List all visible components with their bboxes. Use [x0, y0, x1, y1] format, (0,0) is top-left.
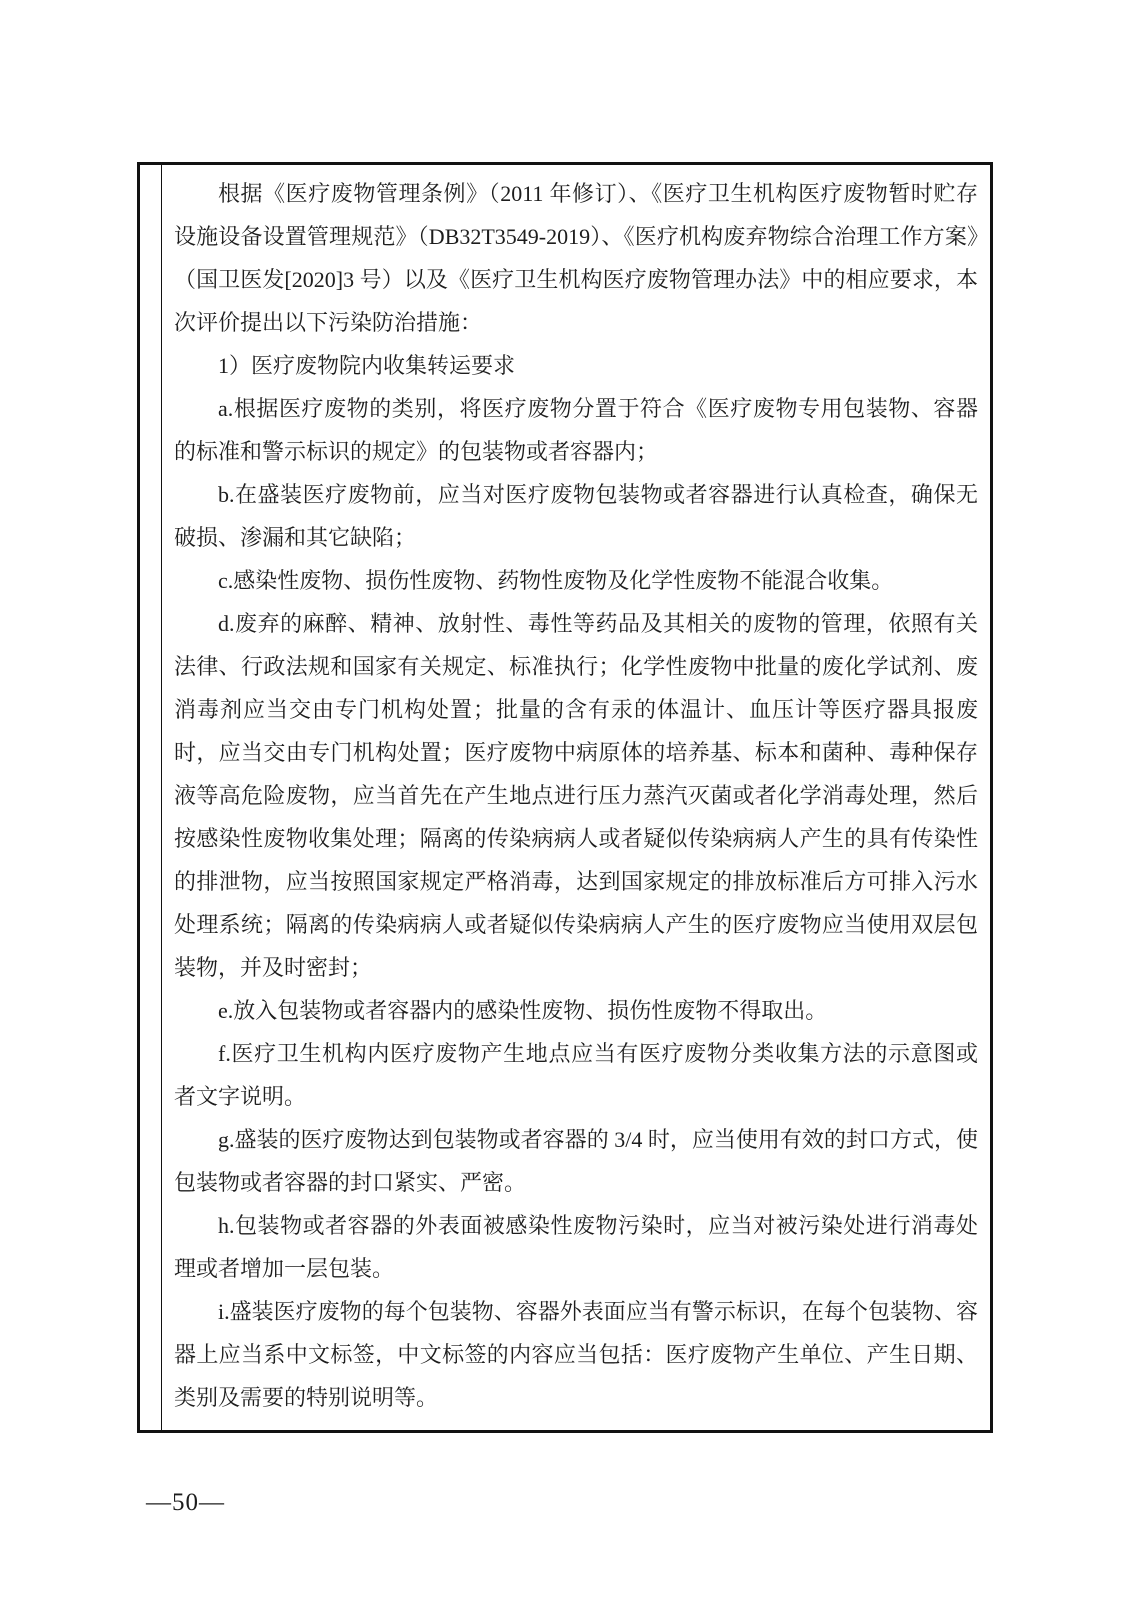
paragraph-intro: 根据《医疗废物管理条例》（2011 年修订）、《医疗卫生机构医疗废物暂时贮存设施设备设置管理规范》（DB32T3549-2019）、《医疗机构废弃物综合治理工作方案》（国卫医发[2020]3 号）以及《医疗卫生机构医疗废物管理办法》中的相应要求，本次评价提出以下污染防治措施： [174, 181, 978, 335]
paragraph-item-h: h.包装物或者容器的外表面被感染性废物污染时，应当对被污染处进行消毒处理或者增加一层包装。 [174, 1213, 978, 1281]
paragraph-item-f: f.医疗卫生机构内医疗废物产生地点应当有医疗废物分类收集方法的示意图或者文字说明。 [174, 1041, 978, 1109]
content-table-cell-border [137, 162, 993, 1433]
page-number: —50— [146, 1489, 225, 1516]
paragraph-item-i: i.盛装医疗废物的每个包装物、容器外表面应当有警示标识，在每个包装物、容器上应当系中文标签，中文标签的内容应当包括：医疗废物产生单位、产生日期、类别及需要的特别说明等。 [174, 1299, 978, 1410]
paragraph-item-a: a.根据医疗废物的类别，将医疗废物分置于符合《医疗废物专用包装物、容器的标准和警示标识的规定》的包装物或者容器内； [174, 396, 978, 464]
paragraph-item-d: d.废弃的麻醉、精神、放射性、毒性等药品及其相关的废物的管理，依照有关法律、行政法规和国家有关规定、标准执行；化学性废物中批量的废化学试剂、废消毒剂应当交由专门机构处置；批量的含有汞的体温计、血压计等医疗器具报废时，应当交由专门机构处置；医疗废物中病原体的培养基、标本和菌种、毒种保存液等高危险废物，应当首先在产生地点进行压力蒸汽灭菌或者化学消毒处理，然后按感染性废物收集处理；隔离的传染病病人或者疑似传染病病人产生的具有传染性的排泄物，应当按照国家规定严格消毒，达到国家规定的排放标准后方可排入污水处理系统；隔离的传染病病人或者疑似传染病病人产生的医疗废物应当使用双层包装物，并及时密封； [174, 611, 978, 980]
table-empty-label-column [140, 165, 162, 1430]
table-text-cell [162, 165, 990, 1430]
paragraph-item-g: g.盛装的医疗废物达到包装物或者容器的 3/4 时，应当使用有效的封口方式，使包装物或者容器的封口紧实、严密。 [174, 1127, 978, 1195]
paragraph-item-c: c.感染性废物、损伤性废物、药物性废物及化学性废物不能混合收集。 [218, 568, 894, 593]
paragraph-heading-1: 1）医疗废物院内收集转运要求 [218, 353, 516, 378]
paragraph-item-e: e.放入包装物或者容器内的感染性废物、损伤性废物不得取出。 [218, 998, 828, 1023]
paragraph-item-b: b.在盛装医疗废物前，应当对医疗废物包装物或者容器进行认真检查，确保无破损、渗漏和其它缺陷； [174, 482, 978, 550]
